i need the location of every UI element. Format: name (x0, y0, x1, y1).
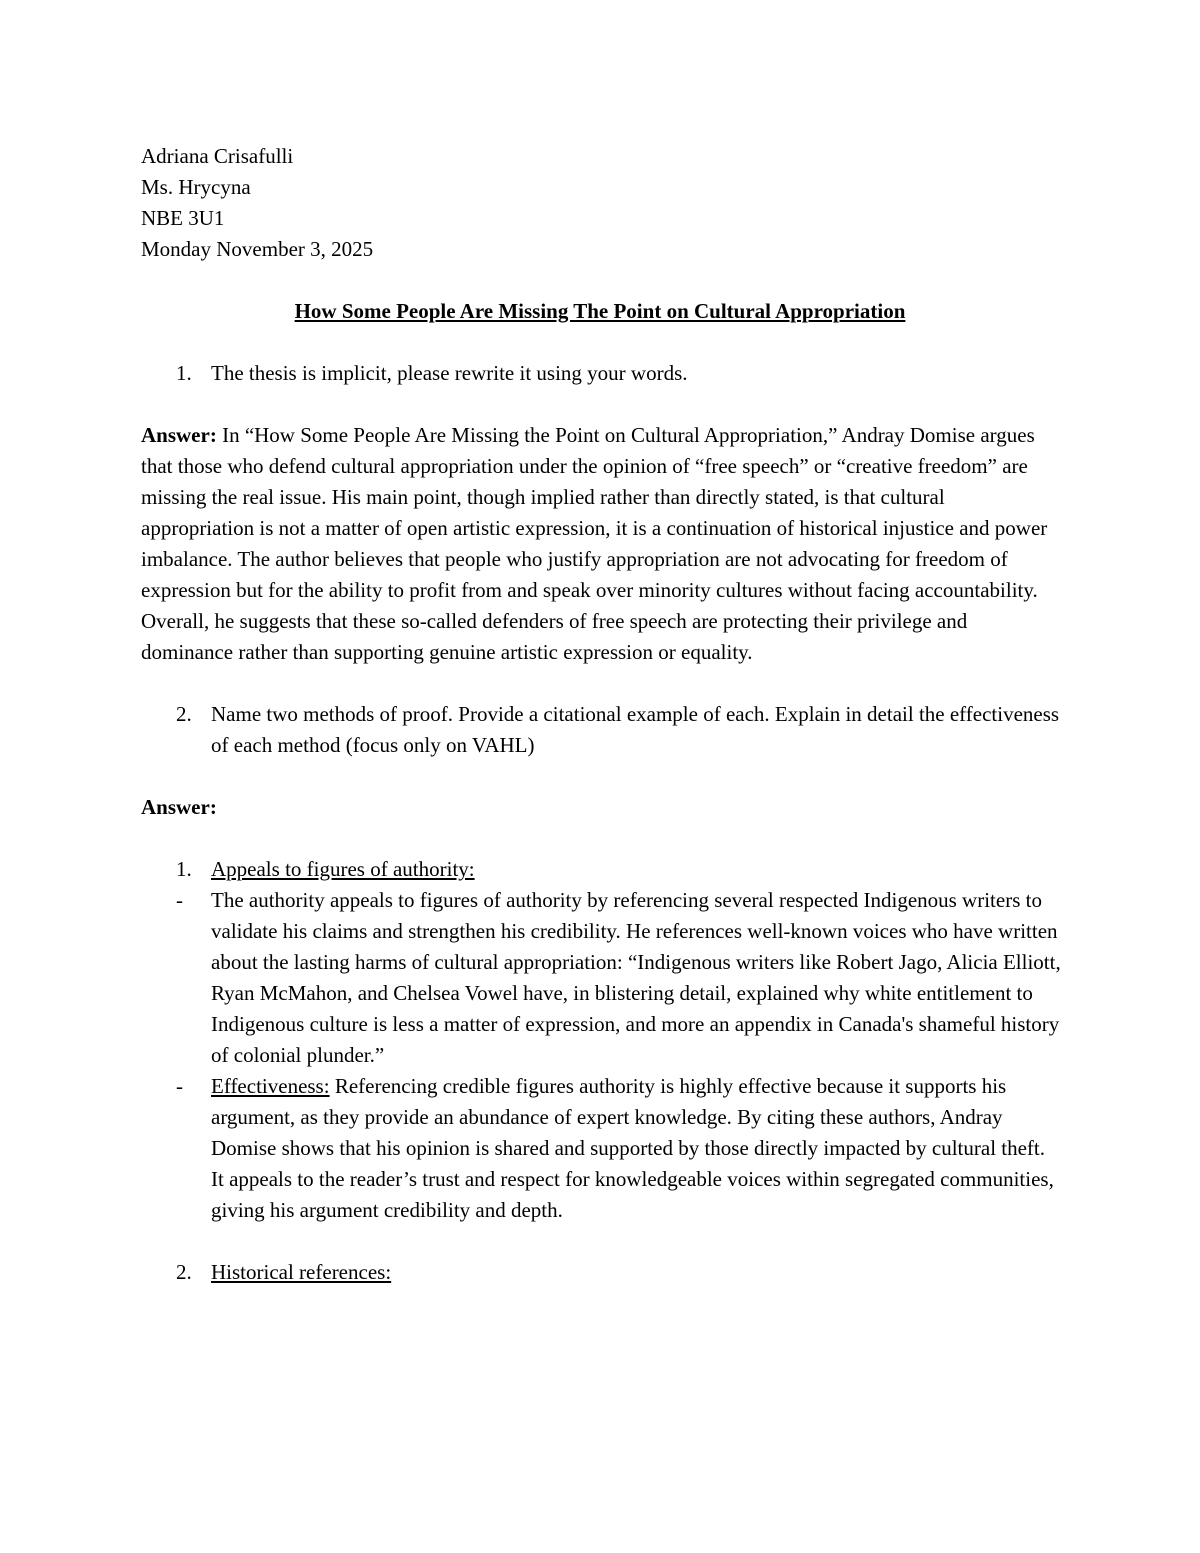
question-1-text: The thesis is implicit, please rewrite it using your words. (211, 361, 688, 385)
method-2-heading: Historical references: (211, 1260, 392, 1284)
method-1-heading-item (141, 854, 1061, 885)
question-2-text: Name two methods of proof. Provide a citational example of each. Explain in detail the effectiveness of each method (focus only on VAHL) (211, 702, 1060, 757)
method-1-heading: Appeals to figures of authority: (211, 857, 475, 881)
answer-1 (141, 420, 1061, 668)
document-title: How Some People Are Missing The Point on Cultural Appropriation (294, 299, 906, 323)
dash-marker: - (176, 1074, 183, 1098)
method-1-effectiveness (211, 1071, 1061, 1226)
teacher-name: Ms. Hrycyna (141, 175, 251, 199)
method-1-example-item (141, 885, 1061, 1071)
answer-2-label: Answer: (141, 795, 217, 819)
method-1-example: The authority appeals to figures of authority by referencing several respected Indigenous writers to validate his claims and strengthen his credibility. He references well-known voices who have written about the lasting harms of cultural appropriation: “Indigenous writers like Robert Jago, Alicia Elliott, Ryan McMahon, and Chelsea Vowel have, in blistering detail, explained why white entitlement to Indigenous culture is less a matter of expression, and more an appendix in Canada's shameful history of colonial plunder.” (211, 888, 1061, 1067)
question-1-number: 1. (176, 361, 192, 385)
dash-marker: - (176, 888, 183, 912)
method-1-number: 1. (176, 857, 192, 881)
effectiveness-text: Referencing credible figures authority is highly effective because it supports his argument, as they provide an abundance of expert knowledge. By citing these authors, Andray Domise shows that his opinion is shared and supported by those directly impacted by cultural theft. It appeals to the reader’s trust and respect for knowledgeable voices within segregated communities, giving his argument credibility and depth. (211, 1074, 1054, 1222)
question-2-number: 2. (176, 702, 192, 726)
method-1-effectiveness-item (141, 1071, 1061, 1226)
student-name: Adriana Crisafulli (141, 144, 294, 168)
document-page (141, 141, 1061, 1288)
course-code: NBE 3U1 (141, 206, 225, 230)
method-2-number: 2. (176, 1260, 192, 1284)
method-2-heading-item (141, 1257, 1061, 1288)
question-2 (141, 699, 1061, 761)
answer-1-text: In “How Some People Are Missing the Point on Cultural Appropriation,” Andray Domise argues that those who defend cultural appropriation under the opinion of “free speech” or “creative freedom” are missing the real issue. His main point, though implied rather than directly stated, is that cultural appropriation is not a matter of open artistic expression, it is a continuation of historical injustice and power imbalance. The author believes that people who justify appropriation are not advocating for freedom of expression but for the ability to profit from and speak over minority cultures without facing accountability. Overall, he suggests that these so-called defenders of free speech are protecting their privilege and dominance rather than supporting genuine artistic expression or equality. (141, 423, 1048, 664)
effectiveness-label: Effectiveness: (211, 1074, 330, 1098)
question-1 (141, 358, 1061, 389)
document-date: Monday November 3, 2025 (141, 237, 374, 261)
answer-1-label: Answer: (141, 423, 217, 447)
